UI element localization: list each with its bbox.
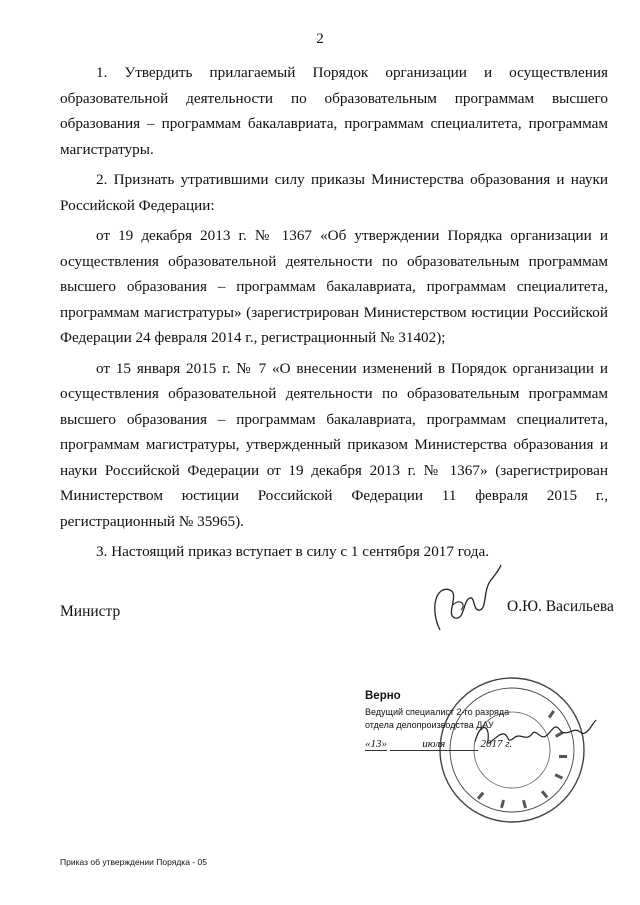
paragraph-2: 2. Признать утратившими силу приказы Министерства образования и науки Российской Федерации: — [60, 171, 608, 214]
document-footer: Приказ об утверждении Порядка - 05 — [60, 857, 207, 867]
certification-title: Верно — [365, 690, 401, 702]
minister-name: О.Ю. Васильева — [507, 598, 614, 615]
certifier-signature — [470, 712, 600, 757]
paragraph-3: 3. Настоящий приказ вступает в силу с 1 сентября 2017 года. — [96, 543, 490, 560]
date-year: 2017 г. — [480, 738, 513, 750]
certifier-position: Ведущий специалист 2-го разряда — [365, 707, 510, 717]
paragraph-2a: от 19 декабря 2013 г. № 1367 «Об утверждении Порядка организации и осуществления образовательной деятельности по образовательным программам высшего образования – программам бакалавриата, программам специалитета, программам магистратуры» (зарегистрирован Министерством юстиции Российской Федерации 24 февраля 2014 г., регистрационный № 31402); — [60, 227, 608, 346]
paragraph-1: 1. Утвердить прилагаемый Порядок организации и осуществления образовательной деятельности по образовательным программам высшего образования – программам бакалавриата, программам специалитета, программам магистратуры. — [60, 64, 608, 158]
date-month: июля — [390, 738, 478, 751]
minister-signature — [425, 560, 505, 640]
paragraph-2b: от 15 января 2015 г. № 7 «О внесении изменений в Порядок организации и осуществления образовательной деятельности по образовательным программам высшего образования – программам бакалавриата, программам специалитета, программам магистратуры, утвержденный приказом Министерства образования и науки Российской Федерации от 19 декабря 2013 г. № 1367» (зарегистрирован Министерством юстиции Российской Федерации 11 февраля 2015 г., регистрационный № 35965). — [60, 359, 608, 530]
order-body — [60, 60, 608, 570]
page-number: 2 — [316, 31, 324, 47]
date-day: «13» — [365, 738, 387, 750]
minister-title: Министр — [60, 603, 121, 620]
certifier-department: отдела делопроизводства ДАУ — [365, 720, 494, 730]
